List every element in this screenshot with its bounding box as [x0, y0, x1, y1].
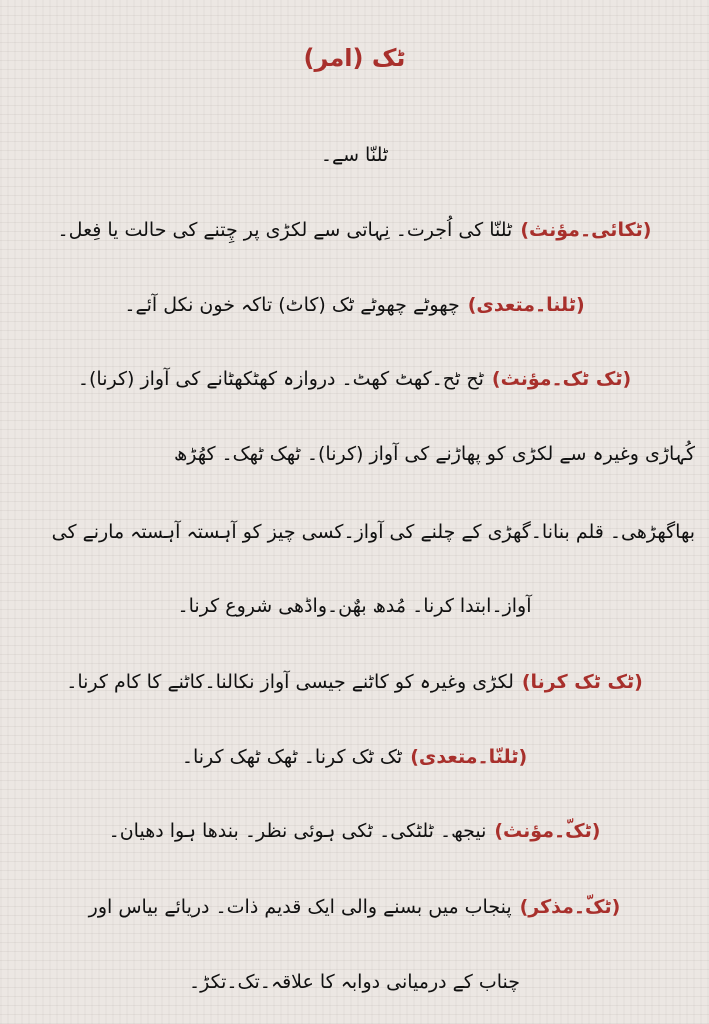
definition-text: لکڑی وغیرہ کو کاٹنے جیسی آواز نکالنا۔کاٹنے کا کام کرنا۔ — [66, 671, 514, 693]
definition-text: ٹلنّا کی اُجرت۔ نِہاتی سے لکڑی پر چِتنے کی حالت یا فِعل۔ — [57, 219, 513, 241]
entry-line-9 — [14, 737, 695, 777]
definition-text: آواز۔ابتدا کرنا۔ مُدھ بھٌن۔واڈھی شروع کرنا۔ — [177, 595, 532, 617]
entry-line-8 — [14, 662, 695, 702]
entry-line-5 — [14, 434, 695, 474]
sub-entry-term: (ٹکائی۔مؤنث) — [520, 219, 652, 241]
entry-line-7 — [14, 586, 695, 626]
entry-line-11 — [14, 887, 695, 927]
definition-text: ٹک ٹک کرنا۔ ٹھک ٹھک کرنا۔ — [181, 746, 403, 768]
entry-line-6 — [14, 512, 695, 552]
definition-text: پنجاب میں بسنے والی ایک قدیم ذات۔ دریائے بیاس اور — [88, 896, 512, 918]
sub-entry-term: (ٹکّ۔مؤنث) — [494, 820, 601, 842]
definition-text: چناب کے درمیانی دوابہ کا علاقہ۔تک۔تکڑ۔ — [188, 971, 520, 993]
entry-line-12 — [14, 962, 695, 1002]
entry-line-3 — [14, 285, 695, 325]
entry-line-1 — [14, 135, 695, 175]
entry-line-4 — [14, 359, 695, 399]
definition-text: بھاگھڑھی۔ قلم بنانا۔گھڑی کے چلنے کی آواز۔کسی چیز کو آہستہ آہستہ مارنے کی — [51, 521, 695, 543]
definition-text: ٹح ٹح۔کھٹ کھٹ۔ دروازہ کھٹکھٹانے کی آواز (کرنا)۔ — [77, 368, 484, 390]
sub-entry-term: (ٹک ٹک کرنا) — [521, 671, 643, 693]
sub-entry-term: (ٹلنّا۔متعدی) — [410, 746, 528, 768]
sub-entry-term: (ٹکّ۔مذکر) — [519, 896, 621, 918]
definition-text: چھوٹے چھوٹے ٹک (کاٹ) تاکہ خون نکل آئے۔ — [124, 294, 460, 316]
sub-entry-term: (ٹلنا۔متعدی) — [467, 294, 585, 316]
entry-line-10 — [14, 811, 695, 851]
definition-text: نیجھ۔ ٹلٹکی۔ ٹکی ہوئی نظر۔ بندھا ہوا دھیان۔ — [108, 820, 487, 842]
definition-text: کُہاڑی وغیرہ سے لکڑی کو پھاڑنے کی آواز (کرنا)۔ ٹھک ٹھک۔ کھُڑھ — [173, 443, 695, 465]
entry-title: ٹک (امر) — [303, 44, 406, 72]
sub-entry-term: (ٹک ٹک۔مؤنث) — [491, 368, 632, 390]
entry-line-2 — [14, 210, 695, 250]
definition-text: ٹلنّا سے۔ — [320, 144, 389, 166]
